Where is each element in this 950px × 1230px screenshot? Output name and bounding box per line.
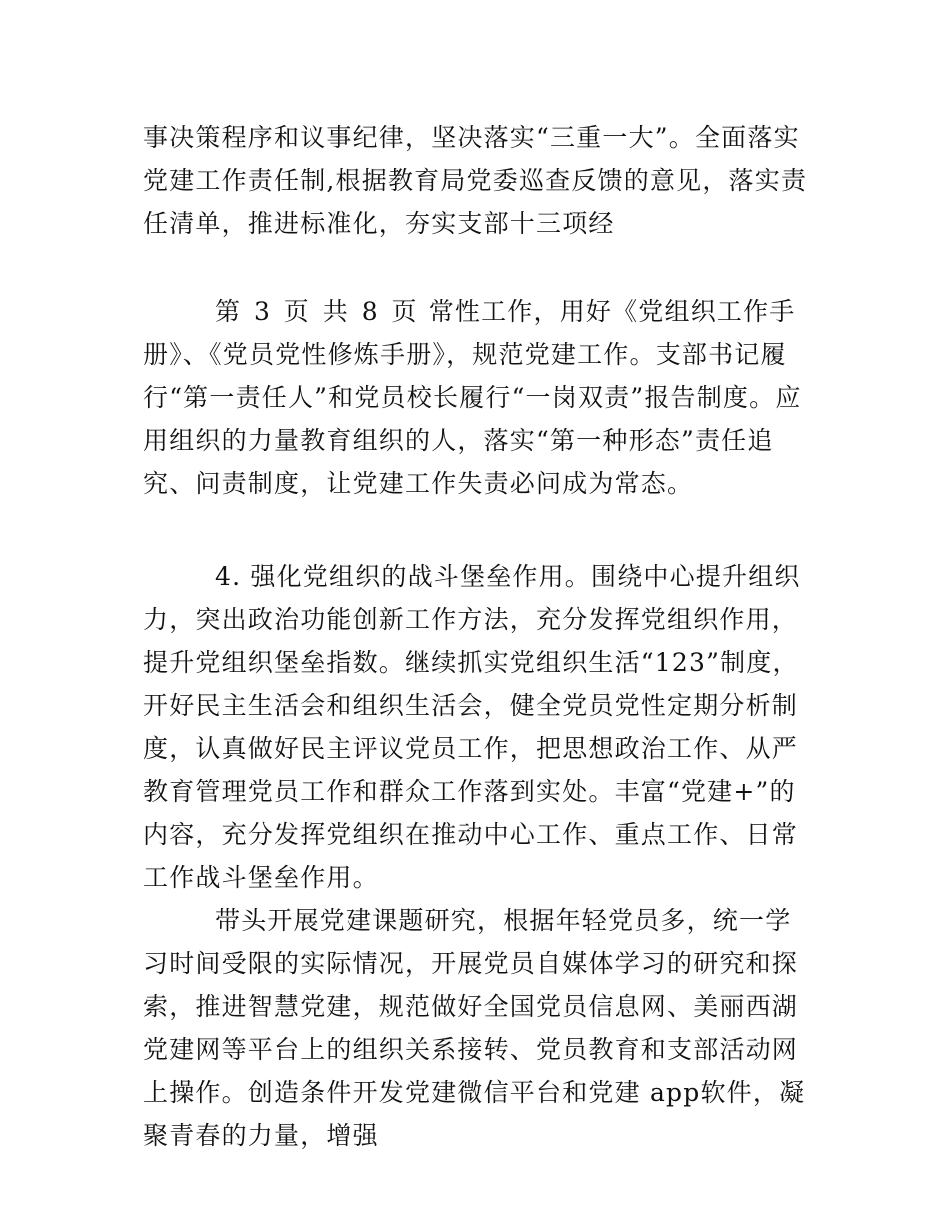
paragraph-text: 带头开展党建课题研究，根据年轻党员多，统一学习时间受限的实际情况，开展党员自媒体学习的研究和探索，推进智慧党建，规范做好全国党员信息网、美丽西湖党建网等平台上的组织关系接转、党员教育和支部活动网上操作。创造条件开发党建微信平台和党建 app软件，凝聚青春的力量，增强 bbox=[143, 906, 806, 1150]
paragraph-regular-work bbox=[143, 290, 815, 505]
paragraph-decision-procedures bbox=[143, 116, 815, 245]
paragraph-text: 常性工作，用好《党组织工作手册》、《党员党性修炼手册》，规范党建工作。支部书记履行“第一责任人”和党员校长履行“一岗双责”报告制度。应用组织的力量教育组织的人，落实“第一种形态”责任追究、问责制度，让党建工作失责必问成为常态。 bbox=[143, 297, 802, 498]
page-number-marker: 第 3 页 共 8 页 bbox=[215, 297, 420, 326]
paragraph-text: 事决策程序和议事纪律，坚决落实“三重一大”。全面落实党建工作责任制,根据教育局党委巡查反馈的意见，落实责任清单，推进标准化，夯实支部十三项经 bbox=[143, 123, 808, 238]
paragraph-text: 4. 强化党组织的战斗堡垒作用。围绕中心提升组织力，突出政治功能创新工作方法，充分发挥党组织作用，提升党组织堡垒指数。继续抓实党组织生活“123”制度，开好民主生活会和组织生活会，健全党员党性定期分析制度，认真做好民主评议党员工作，把思想政治工作、从严教育管理党员工作和群众工作落到实处。丰富“党建+”的内容，充分发挥党组织在推动中心工作、重点工作、日常工作战斗堡垒作用。 bbox=[143, 562, 801, 892]
paragraph-party-research bbox=[143, 899, 815, 1157]
paragraph-fortress-role bbox=[143, 555, 815, 899]
